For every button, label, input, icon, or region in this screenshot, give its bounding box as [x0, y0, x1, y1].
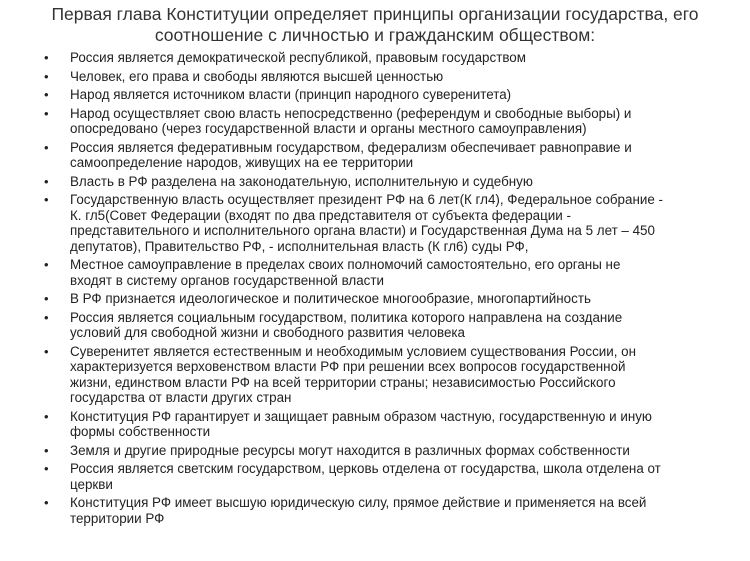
list-item: [44, 408, 716, 440]
bullet-icon: •: [44, 408, 49, 424]
list-item-text: Россия является социальным государством, политика которого направлена на создание условий для свободной жизни и свободного развития человека: [70, 309, 623, 341]
list-item: [44, 309, 716, 341]
list-item-text: Конституция РФ гарантирует и защищает равным образом частную, государственную и иную формы собственности: [70, 408, 652, 439]
bullet-icon: •: [44, 173, 49, 189]
list-item-text: Государственную власть осуществляет президент РФ на 6 лет(К гл4), Федеральное собрание - К. гл5(Совет Федерации (входят по два представителя от субъекта федерации - представительного и исполнительного органа власти) и Государственная Дума на 5 лет – 450 депутатов), Правительство РФ, - исполнительная власть (К гл6) суды РФ,: [70, 192, 663, 254]
list-item: [44, 87, 716, 103]
list-item: [44, 192, 716, 254]
list-item-text: Человек, его права и свободы являются высшей ценностью: [70, 68, 444, 84]
bullet-icon: •: [44, 50, 49, 65]
list-item: [44, 442, 716, 458]
bullet-icon: •: [44, 442, 49, 458]
list-item-text: Суверенитет является естественным и необходимым условием существования России, он характеризуется верховенством власти РФ при решении всех вопросов государственной жизни, единством власти РФ на всей территории страны; независимостью Российского государства от власти других стран: [70, 343, 637, 405]
slide-title: Первая глава Конституции определяет принципы организации государства, его соотношение с личностью и гражданским обществом:: [51, 4, 699, 45]
bullet-icon: •: [44, 309, 49, 325]
list-item-text: Народ является источником власти (принцип народного суверенитета): [70, 87, 512, 103]
list-item: [44, 50, 716, 65]
list-item: [44, 105, 716, 137]
list-item-text: Народ осуществляет свою власть непосредственно (референдум и свободные выборы) и опосредовано (через государственной власти и органы местного самоуправления): [70, 105, 632, 137]
bullet-icon: •: [44, 105, 49, 121]
bullet-icon: •: [44, 87, 49, 103]
bullet-icon: •: [44, 192, 49, 208]
list-item: [44, 461, 716, 492]
bullet-list: [0, 50, 750, 526]
bullet-icon: •: [44, 461, 49, 477]
bullet-icon: •: [44, 495, 49, 511]
list-item: [44, 139, 716, 171]
bullet-icon: •: [44, 68, 49, 84]
list-item-text: Земля и другие природные ресурсы могут находится в различных формах собственности: [70, 442, 630, 458]
bullet-icon: •: [44, 257, 49, 273]
bullet-icon: •: [44, 139, 49, 155]
list-item-text: Власть в РФ разделена на законодательную, исполнительную и судебную: [70, 173, 533, 189]
list-item: [44, 343, 716, 406]
list-item-text: Россия является демократической республикой, правовым государством: [70, 50, 526, 65]
list-item-text: Местное самоуправление в пределах своих полномочий самостоятельно, его органы не входят в систему органов государственной власти: [70, 257, 621, 288]
list-item: [44, 68, 716, 84]
bullet-icon: •: [44, 343, 49, 359]
list-item: [44, 291, 716, 307]
list-item: [44, 257, 716, 288]
list-item: [44, 495, 716, 526]
list-item: [44, 173, 716, 189]
list-item-text: В РФ признается идеологическое и политическое многообразие, многопартийность: [70, 291, 591, 307]
list-item-text: Россия является федеративным государством, федерализм обеспечивает равноправие и самоопределение народов, живущих на ее территории: [70, 139, 632, 171]
bullet-icon: •: [44, 291, 49, 307]
list-item-text: Россия является светским государством, церковь отделена от государства, школа отделена от церкви: [70, 461, 661, 492]
list-item-text: Конституция РФ имеет высшую юридическую силу, прямое действие и применяется на всей территории РФ: [70, 495, 647, 526]
